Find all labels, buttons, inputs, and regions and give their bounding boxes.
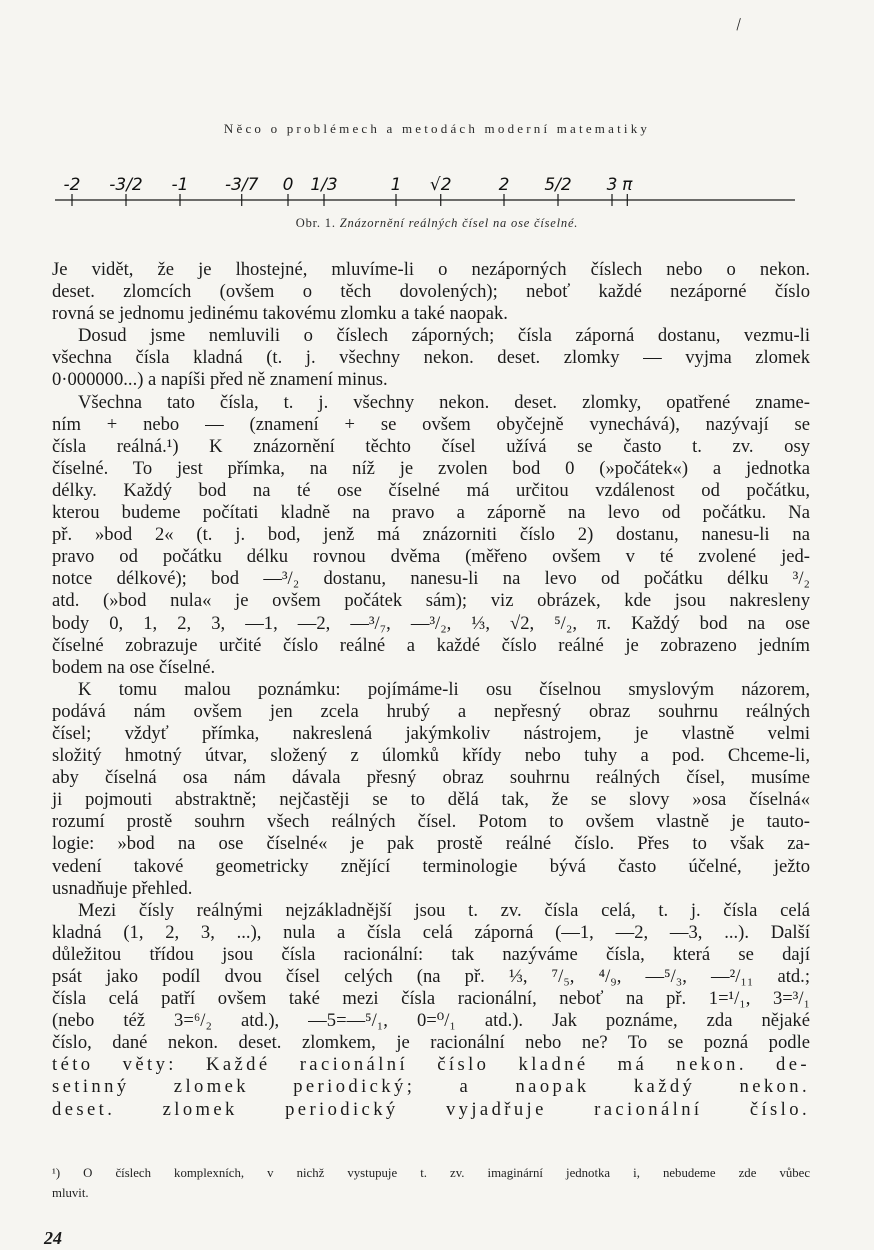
text-line: složitý hmotný útvar, složený z úlomků křídy nebo tuhy a pod. Chceme-li, <box>52 745 810 767</box>
text-line: této věty: Každé racionální číslo kladné má nekon. de- <box>52 1054 810 1076</box>
running-header: Něco o problémech a metodách moderní matematiky <box>223 121 651 136</box>
number-line-figure <box>0 160 874 210</box>
text-line: rozumí prostě souhrn všech reálných čísel. Potom to ovšem vlastně je tauto- <box>52 811 810 833</box>
number-line-label: -2 <box>63 175 81 195</box>
number-line-label: 1 <box>390 175 402 195</box>
body-text <box>52 259 810 1121</box>
number-line-label: -1 <box>171 175 189 195</box>
number-line-label: 2 <box>498 175 510 195</box>
text-line: kterou budeme počítati kladně na pravo a záporně na levo od počátku. Na <box>52 502 810 524</box>
text-line: setinný zlomek periodický; a naopak každý nekon. <box>52 1076 810 1098</box>
text-line: podává nám ovšem jen zcela hrubý a nepřesný obraz souhrnu reálných <box>52 700 810 722</box>
number-line-label: 3 <box>606 175 618 195</box>
text-line: Je vidět, že je lhostejné, mluvíme-li o nezáporných číslech nebo o nekon. <box>52 259 810 280</box>
text-line: př. »bod 2« (t. j. bod, jenž má znázorniti číslo 2) dostanu, nanesu-li na <box>52 524 810 546</box>
text-line: čísla celá patří ovšem také mezi čísla racionální, neboť na př. 1=¹/₁, 3=³/₁ <box>52 988 810 1010</box>
figure-caption <box>0 216 874 231</box>
text-line: rovná se jednomu jedinému takovému zlomku a také naopak. <box>52 303 508 325</box>
text-line: Všechna tato čísla, t. j. všechny nekon. deset. zlomky, opatřené zname- <box>78 391 810 413</box>
number-line-label: -3/7 <box>224 175 259 195</box>
number-line-label: 5/2 <box>544 175 572 195</box>
text-line: atd. (»bod nula« je ovšem počátek sám); viz obrázek, kde jsou nakresleny <box>52 590 810 612</box>
text-line: usnadňuje přehled. <box>52 877 193 899</box>
page-number: 24 <box>44 1228 62 1248</box>
text-line: Mezi čísly reálnými nejzákladnější jsou t. zv. čísla celá, t. j. čísla celá <box>78 899 810 921</box>
text-line: bodem na ose číselné. <box>52 656 216 678</box>
text-line: čísel; vždyť přímka, nakreslená jakýmkoliv nástrojem, je vlastně velmi <box>52 722 810 744</box>
text-line: psát jako podíl dvou čísel celých (na př. ⅓, ⁷/₅, ⁴/₉, —⁵/₃, —²/₁₁ atd.; <box>52 966 810 987</box>
text-line: délky. Každý bod na té ose číselné má určitou vzdálenost od počátku, <box>52 479 810 501</box>
text-line: ji pojmouti abstraktně; nejčastěji se to dělá tak, že se slovy »osa číselná« <box>52 789 810 811</box>
text-line: Dosud jsme nemluvili o číslech záporných; čísla záporná dostanu, vezmu-li <box>78 325 810 347</box>
text-line: číselné. To jest přímka, na níž je zvolen bod 0 (»počátek«) a jednotka <box>52 457 810 479</box>
text-line: vedení takové geometricky znějící terminologie bývá často účelné, ježto <box>52 855 810 877</box>
number-line-label: 0 <box>282 175 294 195</box>
text-line: (nebo též 3=⁶/₂ atd.), —5=—⁵/₁, 0=⁰/₁ atd.). Jak poznáme, zda nějaké <box>52 1010 810 1032</box>
text-line: kladná (1, 2, 3, ...), nula a čísla celá záporná (—1, —2, —3, ...). Další <box>52 921 810 943</box>
text-line: číselné zobrazuje určité číslo reálné a každé číslo reálné je zobrazeno jedním <box>52 634 810 656</box>
scan-mark: \ <box>731 14 747 34</box>
number-line-label: π <box>622 175 633 195</box>
text-line: všechna čísla kladná (t. j. všechny nekon. deset. zlomky — vyjma zlomek <box>52 347 810 369</box>
text-line: K tomu malou poznámku: pojímáme-li osu číselnou smyslovým názorem, <box>78 678 810 700</box>
text-line: deset. zlomcích (ovšem o těch dovolených); neboť každé nezáporné číslo <box>52 281 810 303</box>
text-line: ním + nebo — (znamení + se ovšem obyčejně vynechává), nazývají se <box>52 413 810 435</box>
number-line-label: -3/2 <box>109 175 143 195</box>
text-line: deset. zlomek periodický vyjadřuje racionální číslo. <box>52 1098 810 1120</box>
footnote-line: mluvit. <box>52 1186 89 1200</box>
number-line-label: 1/3 <box>310 175 338 195</box>
figure-caption-prefix: Obr. 1. <box>295 216 336 230</box>
text-line: pravo od počátku délku rovnou dvěma (měřeno ovšem v té zvolené jed- <box>52 546 810 568</box>
text-line: logie: »bod na ose číselné« je pak prostě reálné číslo. Přes to však za- <box>52 833 810 855</box>
footnote <box>52 1163 810 1203</box>
text-line: body 0, 1, 2, 3, —1, —2, —³/₇, —³/₂, ⅓, √2, ⁵/₂, π. Každý bod na ose <box>52 612 810 634</box>
text-line: aby číselná osa nám dávala přesný obraz souhrnu reálných čísel, musíme <box>52 767 810 789</box>
number-line-label: √2 <box>429 175 452 195</box>
text-line: číslo, dané nekon. deset. zlomkem, je racionální nebo ne? To se pozná podle <box>52 1032 810 1054</box>
text-line: notce délkové); bod —³/₂ dostanu, nanesu-li na levo od počátku délku ³/₂ <box>52 568 810 590</box>
text-line: čísla reálná.¹) K znázornění těchto čísel užívá se často t. zv. osy <box>52 435 810 457</box>
text-line: 0·000000...) a napíši před ně znamení minus. <box>52 369 388 391</box>
text-line: důležitou třídou jsou čísla racionální: tak nazýváme čísla, která se dají <box>52 943 810 965</box>
footnote-line: ¹) O číslech komplexních, v nichž vystupuje t. zv. imaginární jednotka i, nebudeme zde vůbec <box>52 1166 810 1180</box>
figure-caption-text: Znázornění reálných čísel na ose číselné. <box>339 216 579 230</box>
